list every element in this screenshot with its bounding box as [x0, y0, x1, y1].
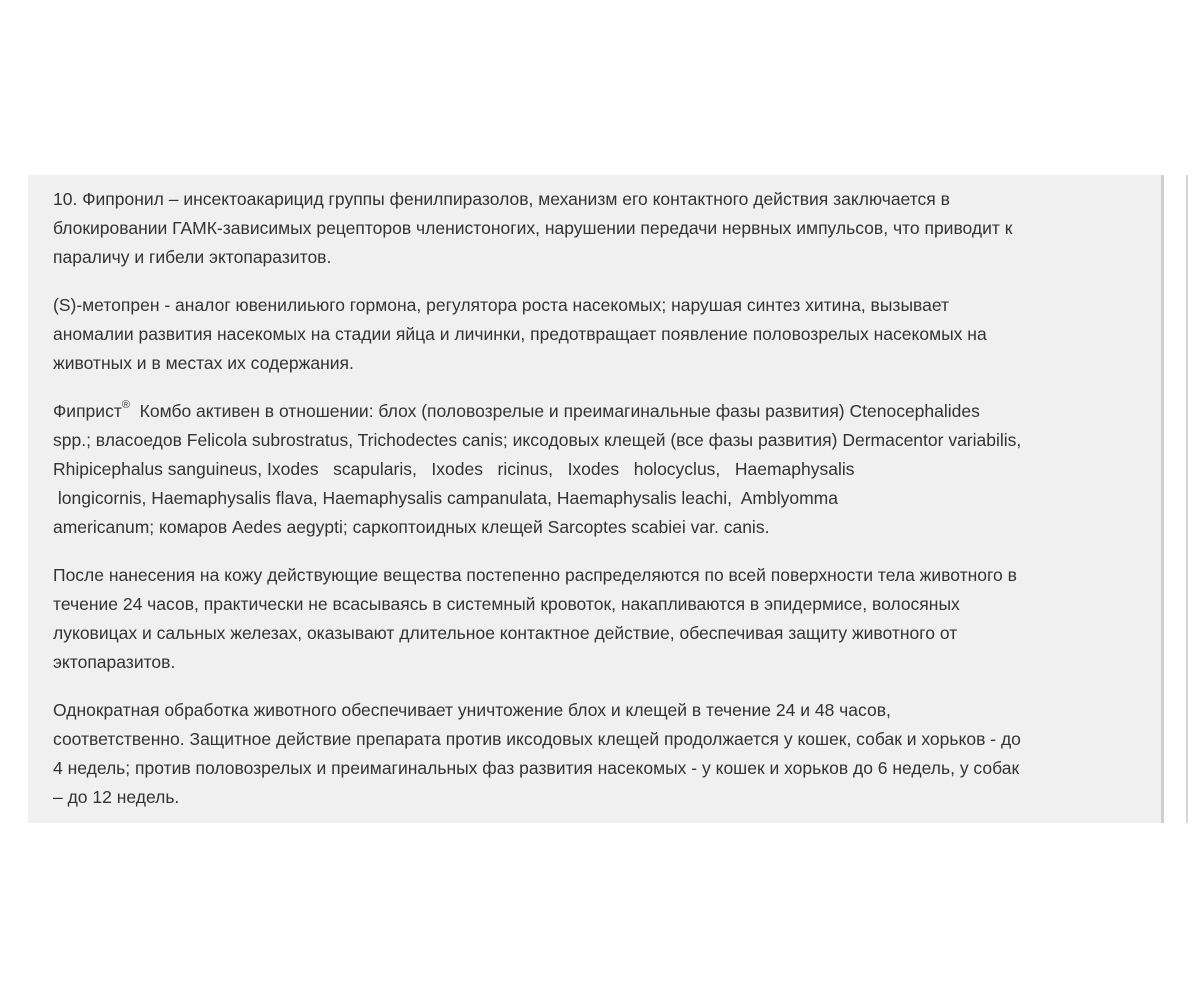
brand-name: Фиприст: [53, 401, 122, 421]
text-line: (S)-метопрен - аналог ювенилиьюго гормона, регулятора роста насекомых; нарушая синтез хитина, вызывает: [53, 295, 950, 315]
text-line: блокировании ГАМК-зависимых рецепторов членистоногих, нарушении передачи нервных импульсов, что приводит к: [53, 218, 1013, 238]
panel-gap: [1164, 175, 1186, 823]
text-line: longicornis, Haemaphysalis flava, Haemaphysalis campanulata, Haemaphysalis leachi, Amblyomma: [53, 488, 838, 508]
text-line: – до 12 недель.: [53, 787, 180, 807]
text-line: americanum; комаров Aedes aegypti; саркоптоидных клещей Sarcoptes scabiei var. canis.: [53, 517, 770, 537]
panel-border-line: [1186, 175, 1188, 823]
text-line: 4 недель; против половозрелых и преимагинальных фаз развития насекомых - у кошек и хорьков до 6 недель, у собак: [53, 758, 1020, 778]
registered-mark: ®: [121, 399, 130, 412]
text-line: луковицах и сальных железах, оказывают длительное контактное действие, обеспечивая защиту животного от: [53, 623, 958, 643]
text-line: spp.; власоедов Felicola subrostratus, Trichodectes canis; иксодовых клещей (все фазы развития) Dermacentor variabilis,: [53, 430, 1022, 450]
text-line: Rhipicephalus sanguineus, Ixodes scapularis, Ixodes ricinus, Ixodes holocyclus, Haemaphysalis: [53, 459, 855, 479]
paragraph-distribution: [53, 561, 1151, 677]
text-line: 10. Фипронил – инсектоакарицид группы фенилпиразолов, механизм его контактного действия заключается в: [53, 189, 950, 209]
paragraph-duration: [53, 696, 1151, 812]
text-line: соответственно. Защитное действие препарата против иксодовых клещей продолжается у кошек, собак и хорьков - до: [53, 729, 1021, 749]
text-line: параличу и гибели эктопаразитов.: [53, 247, 332, 267]
paragraph-fipronil: [53, 185, 1151, 272]
text-line: аномалии развития насекомых на стадии яйца и личинки, предотвращает появление половозрелых насекомых на: [53, 324, 987, 344]
text-line: Комбо активен в отношении: блох (половозрелые и преимагинальные фазы развития) Ctenocephalides: [129, 401, 980, 421]
text-line: После нанесения на кожу действующие вещества постепенно распределяются по всей поверхности тела животного в: [53, 565, 1017, 585]
text-line: течение 24 часов, практически не всасываясь в системный кровоток, накапливаются в эпидермисе, волосяных: [53, 594, 960, 614]
text-line: Однократная обработка животного обеспечивает уничтожение блох и клещей в течение 24 и 48 часов,: [53, 700, 891, 720]
paragraph-methoprene: [53, 291, 1151, 378]
article-text-panel: [28, 175, 1161, 823]
paragraph-spectrum: [53, 397, 1151, 542]
text-line: эктопаразитов.: [53, 652, 176, 672]
text-line: животных и в местах их содержания.: [53, 353, 354, 373]
